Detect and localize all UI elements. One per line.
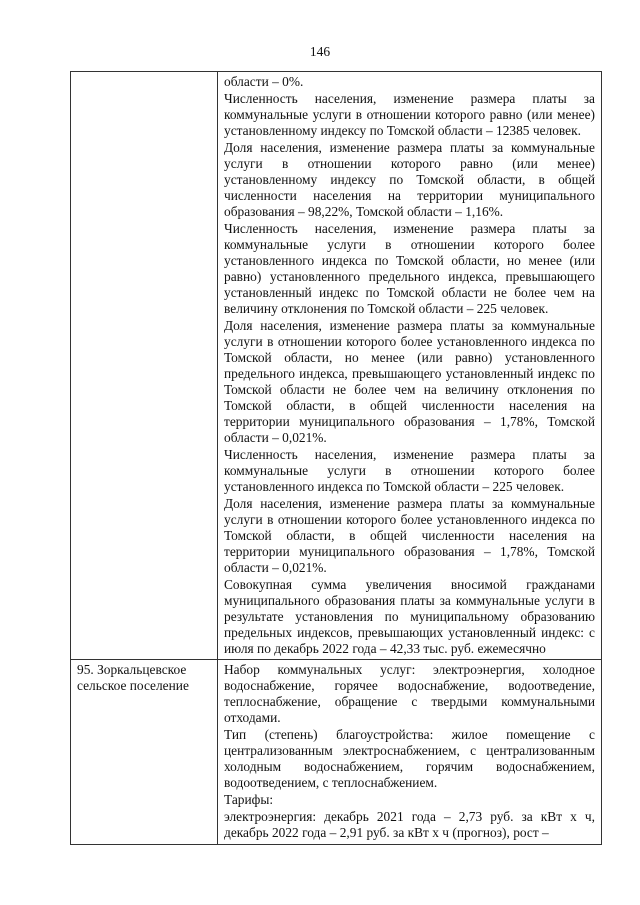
paragraph: области – 0%. [224,74,304,89]
table-row [71,72,602,660]
paragraph: электроэнергия: декабрь 2021 года – 2,73 руб. за кВт х ч, декабрь 2022 года – 2,91 руб. за кВт х ч (прогноз), рост – [224,809,595,840]
municipality-cell [71,660,218,845]
paragraph: Численность населения, изменение размера платы за коммунальные услуги в отношении которого равно (или менее) установленному индексу по Томской области – 12385 человек. [224,91,595,138]
page-number: 146 [309,44,331,59]
paragraph: Численность населения, изменение размера платы за коммунальные услуги в отношении которого более установленного индекса по Томской области – 225 человек. [224,447,595,494]
paragraph: Совокупная сумма увеличения вносимой гражданами муниципального образования платы за коммунальные услуги в результате установления по муниципальному образованию предельных индексов, превышающих установленный индекс: с июля по декабрь 2022 года – 42,33 тыс. руб. ежемесячно [224,577,595,656]
paragraph: Численность населения, изменение размера платы за коммунальные услуги в отношении которого более установленного индекса по Томской области, но менее (или равно) установленного предельного индекса, превышающего установленный индекс по Томской области не более чем на величину отклонения по Томской области – 225 человек. [224,221,595,316]
paragraph: Доля населения, изменение размера платы за коммунальные услуги в отношении которого равно (или менее) установленному индексу по Томской области, в общей численности населения на территории муниципального образования – 98,22%, Томской области – 1,16%. [224,140,595,219]
municipality-cell [71,72,218,660]
document-table [70,71,602,845]
description-cell [218,660,602,845]
paragraph: Доля населения, изменение размера платы за коммунальные услуги в отношении которого более установленного индекса по Томской области, но менее (или равно) установленного предельного индекса, превышающего установленный индекс по Томской области не более чем на величину отклонения по Томской области, в общей численности населения на территории муниципального образования – 1,78%, Томской области – 0,021%. [224,318,595,445]
municipality-name: 95. Зоркальцевское сельское поселение [77,662,189,693]
paragraph: Доля населения, изменение размера платы за коммунальные услуги в отношении которого более установленного индекса по Томской области, в общей численности населения на территории муниципального образования – 1,78%, Томской области – 0,021%. [224,496,595,575]
paragraph: Набор коммунальных услуг: электроэнергия, холодное водоснабжение, горячее водоснабжение, водоотведение, теплоснабжение, обращение с твердыми коммунальными отходами. [224,662,595,725]
description-cell [218,72,602,660]
paragraph: Тарифы: [224,792,274,807]
table-row [71,660,602,845]
paragraph: Тип (степень) благоустройства: жилое помещение с централизованным электроснабжением, с централизованным холодным водоснабжением, горячим водоснабжением, водоотведением, с теплоснабжением. [224,727,595,790]
